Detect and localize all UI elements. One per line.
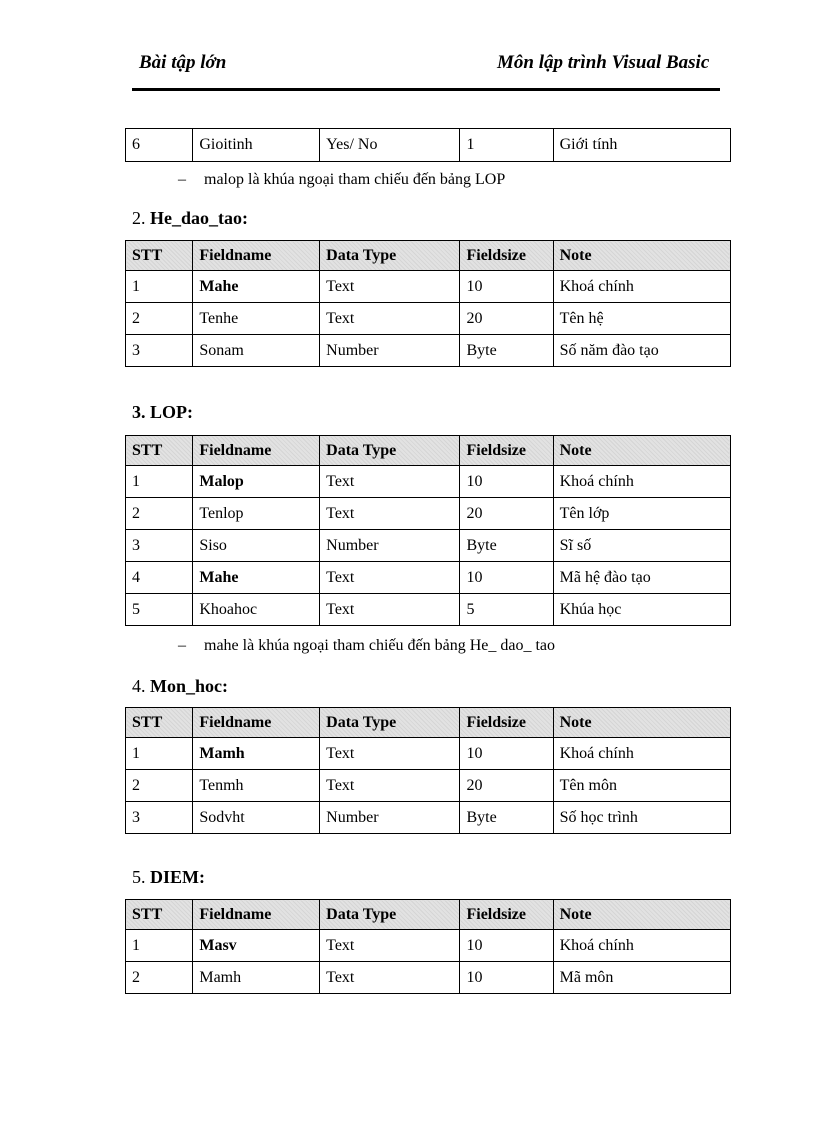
table-row: [126, 930, 731, 962]
header-datatype: Data Type: [320, 241, 460, 271]
cell-fieldsize: 10: [460, 962, 553, 994]
section-number: 5.: [132, 867, 146, 887]
cell-datatype: Text: [320, 466, 460, 498]
header-left-title: Bài tập lớn: [139, 52, 227, 73]
cell-datatype: Text: [320, 562, 460, 594]
header-note: Note: [553, 436, 730, 466]
cell-fieldsize: 10: [460, 271, 553, 303]
table-lop: [125, 435, 731, 626]
cell-fieldname: Mamh: [193, 738, 320, 770]
note-text: malop là khúa ngoại tham chiếu đến bảng LOP: [204, 171, 506, 188]
section-number: 3.: [132, 402, 146, 422]
cell-datatype: Number: [320, 802, 460, 834]
cell-stt: 2: [126, 303, 193, 335]
cell-stt: 3: [126, 802, 193, 834]
table-row: [126, 129, 731, 162]
cell-fieldsize: Byte: [460, 335, 553, 367]
cell-fieldname: Gioitinh: [193, 129, 320, 162]
cell-note: Mã môn: [553, 962, 730, 994]
header-fieldname: Fieldname: [193, 436, 320, 466]
cell-note: Khoá chính: [553, 466, 730, 498]
cell-fieldname: Sonam: [193, 335, 320, 367]
cell-note: Sĩ số: [553, 530, 730, 562]
cell-datatype: Text: [320, 930, 460, 962]
header-fieldname: Fieldname: [193, 708, 320, 738]
cell-note: Khoá chính: [553, 271, 730, 303]
cell-datatype: Yes/ No: [320, 129, 460, 162]
cell-fieldname: Masv: [193, 930, 320, 962]
section-title: Mon_hoc:: [150, 676, 228, 696]
header-fieldname: Fieldname: [193, 241, 320, 271]
cell-note: Giới tính: [553, 129, 730, 162]
table-row: [126, 498, 731, 530]
cell-stt: 4: [126, 562, 193, 594]
cell-fieldname: Tenhe: [193, 303, 320, 335]
cell-fieldname: Mahe: [193, 562, 320, 594]
cell-datatype: Text: [320, 271, 460, 303]
cell-fieldsize: 20: [460, 498, 553, 530]
table-row: [126, 562, 731, 594]
cell-datatype: Text: [320, 594, 460, 626]
cell-datatype: Number: [320, 335, 460, 367]
section-title: LOP:: [150, 402, 193, 422]
dash-bullet: –: [178, 171, 186, 188]
cell-note: Tên lớp: [553, 498, 730, 530]
header-stt: STT: [126, 436, 193, 466]
cell-stt: 2: [126, 770, 193, 802]
cell-fieldsize: Byte: [460, 802, 553, 834]
header-right-title: Môn lập trình Visual Basic: [497, 52, 710, 73]
cell-fieldname: Siso: [193, 530, 320, 562]
section-heading-lop: [132, 402, 193, 423]
cell-fieldsize: 10: [460, 738, 553, 770]
cell-stt: 6: [126, 129, 193, 162]
table-header-row: [126, 708, 731, 738]
note-text: mahe là khúa ngoại tham chiếu đến bảng He_ dao_ tao: [204, 637, 555, 654]
foreign-key-note-mahe: [178, 637, 555, 655]
cell-fieldsize: 1: [460, 129, 553, 162]
cell-stt: 1: [126, 271, 193, 303]
cell-fieldname: Mamh: [193, 962, 320, 994]
cell-fieldsize: 10: [460, 562, 553, 594]
header-fieldsize: Fieldsize: [460, 708, 553, 738]
table-he-dao-tao: [125, 240, 731, 367]
table-diem: [125, 899, 731, 994]
header-fieldsize: Fieldsize: [460, 436, 553, 466]
header-stt: STT: [126, 241, 193, 271]
cell-stt: 1: [126, 466, 193, 498]
cell-fieldsize: 10: [460, 466, 553, 498]
cell-stt: 2: [126, 498, 193, 530]
header-note: Note: [553, 241, 730, 271]
table-row: [126, 738, 731, 770]
cell-fieldsize: Byte: [460, 530, 553, 562]
table-header-row: [126, 241, 731, 271]
cell-fieldname: Tenmh: [193, 770, 320, 802]
header-note: Note: [553, 900, 730, 930]
cell-datatype: Text: [320, 738, 460, 770]
cell-datatype: Text: [320, 303, 460, 335]
table-row: [126, 594, 731, 626]
table-row: [126, 466, 731, 498]
table-row: [126, 530, 731, 562]
cell-datatype: Text: [320, 770, 460, 802]
header-note: Note: [553, 708, 730, 738]
cell-stt: 1: [126, 930, 193, 962]
cell-note: Tên môn: [553, 770, 730, 802]
header-datatype: Data Type: [320, 900, 460, 930]
section-number: 4.: [132, 676, 146, 696]
table-row: [126, 770, 731, 802]
table-row: [126, 303, 731, 335]
cell-fieldname: Sodvht: [193, 802, 320, 834]
cell-note: Khoá chính: [553, 930, 730, 962]
cell-datatype: Text: [320, 498, 460, 530]
cell-stt: 2: [126, 962, 193, 994]
cell-fieldname: Mahe: [193, 271, 320, 303]
foreign-key-note-malop: [178, 171, 505, 189]
cell-datatype: Text: [320, 962, 460, 994]
dash-bullet: –: [178, 637, 186, 654]
header-stt: STT: [126, 900, 193, 930]
cell-fieldsize: 10: [460, 930, 553, 962]
cell-fieldsize: 5: [460, 594, 553, 626]
cell-note: Số năm đào tạo: [553, 335, 730, 367]
section-heading-mon-hoc: [132, 676, 228, 697]
table-header-row: [126, 900, 731, 930]
table-row: [126, 802, 731, 834]
cell-note: Khoá chính: [553, 738, 730, 770]
cell-fieldsize: 20: [460, 303, 553, 335]
cell-note: Số học trình: [553, 802, 730, 834]
cell-fieldname: Tenlop: [193, 498, 320, 530]
header-datatype: Data Type: [320, 436, 460, 466]
header-fieldsize: Fieldsize: [460, 241, 553, 271]
table-row: [126, 962, 731, 994]
section-heading-diem: [132, 867, 205, 888]
header-stt: STT: [126, 708, 193, 738]
table-row: [126, 271, 731, 303]
cell-stt: 3: [126, 335, 193, 367]
cell-note: Tên hệ: [553, 303, 730, 335]
table-sinhvien-continued: [125, 128, 731, 162]
section-title: DIEM:: [150, 867, 205, 887]
cell-fieldname: Malop: [193, 466, 320, 498]
section-title: He_dao_tao:: [150, 208, 248, 228]
cell-fieldsize: 20: [460, 770, 553, 802]
header-fieldsize: Fieldsize: [460, 900, 553, 930]
section-number: 2.: [132, 208, 146, 228]
cell-note: Mã hệ đào tạo: [553, 562, 730, 594]
cell-note: Khúa học: [553, 594, 730, 626]
cell-stt: 5: [126, 594, 193, 626]
table-row: [126, 335, 731, 367]
cell-datatype: Number: [320, 530, 460, 562]
table-mon-hoc: [125, 707, 731, 834]
header-rule: [132, 88, 720, 91]
cell-stt: 3: [126, 530, 193, 562]
header-fieldname: Fieldname: [193, 900, 320, 930]
cell-fieldname: Khoahoc: [193, 594, 320, 626]
table-header-row: [126, 436, 731, 466]
section-heading-he-dao-tao: [132, 208, 248, 229]
header-datatype: Data Type: [320, 708, 460, 738]
cell-stt: 1: [126, 738, 193, 770]
